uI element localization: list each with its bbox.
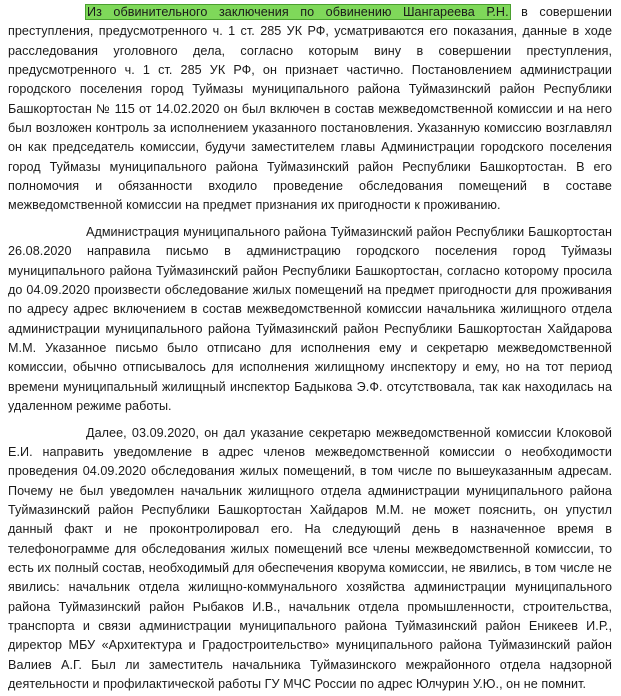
paragraph-1-text: в совершении преступления, предусмотренного ч. 1 ст. 285 УК РФ, усматриваются его показания, данные в ходе расследования уголовного дела, согласно которым вину в совершении преступления, предусмотренного ч. 1 ст. 285 УК РФ, он признает частично. Постановлением администрации городского поселения город Туймазы муниципального района Туймазинский район Республики Башкортостан № 115 от 14.02.2020 он был включен в состав межведомственной комиссии и на него был возложен контроль за исполнением указанного постановления. Указанную комиссию возглавлял он как председатель комиссии, будучи заместителем главы Администрации городского поселения город Туймазы муниципального района Туймазинский район Республики Башкортостан. В его полномочия и обязанности входило проведение обследования помещений в составе межведомственной комиссии на предмет признания их пригодности к проживанию. (8, 5, 612, 213)
document-body (8, 3, 612, 694)
paragraph-3-text: Далее, 03.09.2020, он дал указание секретарю межведомственной комиссии Клоковой Е.И. направить уведомление в адрес членов межведомственной комиссии о необходимости проведения 04.09.2020 обследования жилых помещений, в том числе по вышеуказанным адресам. Почему не был уведомлен начальник жилищного отдела администрации муниципального района Туймазинский район Республики Башкортостан Хайдаров М.М. не может пояснить, он упустил данный факт и не проконтролировал его. На следующий день в назначенное время в телефонограмме для обследования жилых помещений все члены межведомственной комиссии, то есть их полный состав, необходимый для обеспечения кворума комиссии, не явились, в том числе не явились: начальник отдела жилищно-коммунального хозяйства администрации муниципального района Туймазинский район Рыбаков И.В., начальник отдела промышленности, строительства, транспорта и связи администрации муниципального района Туймазинский район Еникеев И.Р., директор МБУ «Архитектура и Градостроительство» муниципального района Туймазинский район Валиев А.Г. Был ли заместитель начальника Туймазинского межрайонного отдела надзорной деятельности и профилактической работы ГУ МЧС России по адрес Юлчурин У.Ю., он не помнит. (8, 425, 612, 692)
paragraph-1 (8, 3, 612, 216)
paragraph-2 (8, 223, 612, 416)
paragraph-2-text: Администрация муниципального района Туймазинский район Республики Башкортостан 26.08.2020 направила письмо в администрацию городского поселения город Туймазы муниципального района Туймазинский район Республики Башкортостан, согласно которому просила до 04.09.2020 произвести обследование жилых помещений на предмет пригодности для проживания по адресу адрес включением в состав межведомственной комиссии начальника жилищного отдела администрации муниципального района Туймазинский район Республики Башкортостан Хайдарова М.М. Указанное письмо было отписано для исполнения ему и секретарю межведомственной комиссии, обычно отписывалось для исполнения жилищному инспектору и ему, но на тот период времени муниципальный жилищный инспектор Бадыкова Э.Ф. отсутствовала, так как находилась на удаленном режиме работы. (8, 224, 612, 414)
paragraph-3 (8, 424, 612, 695)
highlighted-lead[interactable]: Из обвинительного заключения по обвинению Шангареева Р.Н. (87, 5, 509, 19)
